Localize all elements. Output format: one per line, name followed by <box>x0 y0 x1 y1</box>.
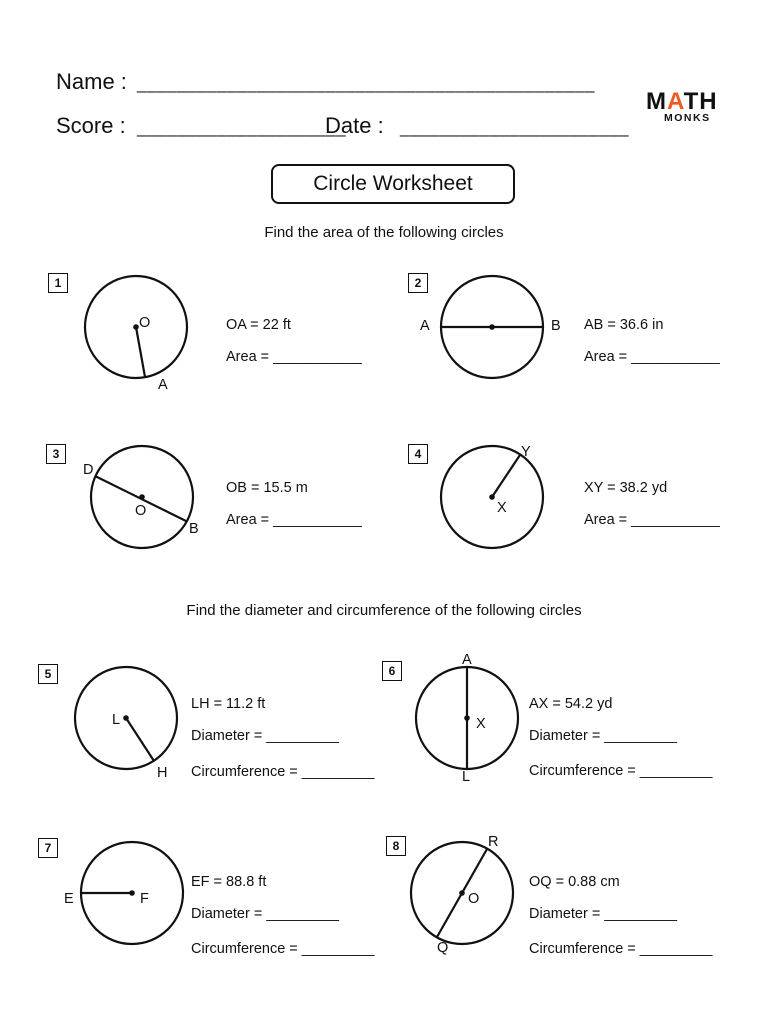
section-1-instruction: Find the area of the following circles <box>264 224 504 241</box>
center-point-f <box>129 890 135 896</box>
logo-subtitle: MONKS <box>664 112 711 124</box>
given-measure: XY = 38.2 yd <box>584 480 668 496</box>
area-answer-field[interactable]: Area = ___________ <box>584 349 720 365</box>
given-measure: OB = 15.5 m <box>226 480 308 496</box>
point-label: L <box>112 712 121 728</box>
given-measure: AX = 54.2 yd <box>529 696 613 712</box>
question-number: 1 <box>48 273 68 293</box>
logo-letter-m: M <box>646 88 667 115</box>
date-field[interactable]: _______________________ <box>400 118 629 137</box>
given-measure: OQ = 0.88 cm <box>529 874 620 890</box>
given-measure: EF = 88.8 ft <box>191 874 267 890</box>
point-label: O <box>139 315 151 331</box>
point-label: X <box>476 716 486 732</box>
worksheet-title-text: Circle Worksheet <box>313 172 473 195</box>
point-label: O <box>135 503 147 519</box>
area-answer-field[interactable]: Area = ___________ <box>584 512 720 528</box>
center-point-o <box>139 494 145 500</box>
center-point-o <box>459 890 465 896</box>
point-label: O <box>468 891 480 907</box>
point-label: H <box>157 765 168 781</box>
point-label: A <box>462 652 472 668</box>
radius-oa <box>136 327 145 377</box>
score-label: Score : <box>56 113 126 138</box>
question-number: 8 <box>386 836 406 856</box>
point-label: A <box>158 377 168 393</box>
circumference-answer-field[interactable]: Circumference = _________ <box>529 763 713 779</box>
question-number: 4 <box>408 444 428 464</box>
date-label: Date : <box>325 113 384 138</box>
center-point-o <box>133 324 139 330</box>
logo-letters-th: TH <box>683 88 718 115</box>
question-number: 5 <box>38 664 58 684</box>
center-point <box>489 324 495 330</box>
point-label: Y <box>521 444 531 460</box>
point-label: B <box>189 521 199 537</box>
point-label: X <box>497 500 507 516</box>
radius-xy <box>492 455 520 497</box>
point-label: B <box>551 318 561 334</box>
logo-accent-letter: A <box>667 88 684 115</box>
center-point-x <box>489 494 495 500</box>
point-label: R <box>488 834 499 850</box>
circumference-answer-field[interactable]: Circumference = _________ <box>529 941 713 957</box>
point-label: E <box>64 891 74 907</box>
question-number: 3 <box>46 444 66 464</box>
question-number: 6 <box>382 661 402 681</box>
circumference-answer-field[interactable]: Circumference = _________ <box>191 941 375 957</box>
score-field[interactable]: _____________________ <box>137 118 347 137</box>
point-label: Q <box>437 940 449 956</box>
question-number: 7 <box>38 838 58 858</box>
point-label: F <box>140 891 149 907</box>
point-label: D <box>83 462 94 478</box>
diameter-answer-field[interactable]: Diameter = _________ <box>529 728 677 744</box>
diameter-answer-field[interactable]: Diameter = _________ <box>529 906 677 922</box>
point-label: A <box>420 318 430 334</box>
area-answer-field[interactable]: Area = ___________ <box>226 512 362 528</box>
given-measure: OA = 22 ft <box>226 317 291 333</box>
center-point-x <box>464 715 470 721</box>
question-number: 2 <box>408 273 428 293</box>
section-2-instruction: Find the diameter and circumference of the following circles <box>186 602 582 619</box>
diameter-answer-field[interactable]: Diameter = _________ <box>191 906 339 922</box>
name-label: Name : <box>56 69 127 94</box>
radius-lh <box>126 718 154 761</box>
circumference-answer-field[interactable]: Circumference = _________ <box>191 764 375 780</box>
point-label: L <box>462 769 471 785</box>
area-answer-field[interactable]: Area = ___________ <box>226 349 362 365</box>
name-field[interactable]: ______________________________________________ <box>137 74 595 93</box>
given-measure: LH = 11.2 ft <box>191 696 266 712</box>
center-point-l <box>123 715 129 721</box>
diameter-answer-field[interactable]: Diameter = _________ <box>191 728 339 744</box>
given-measure: AB = 36.6 in <box>584 317 664 333</box>
